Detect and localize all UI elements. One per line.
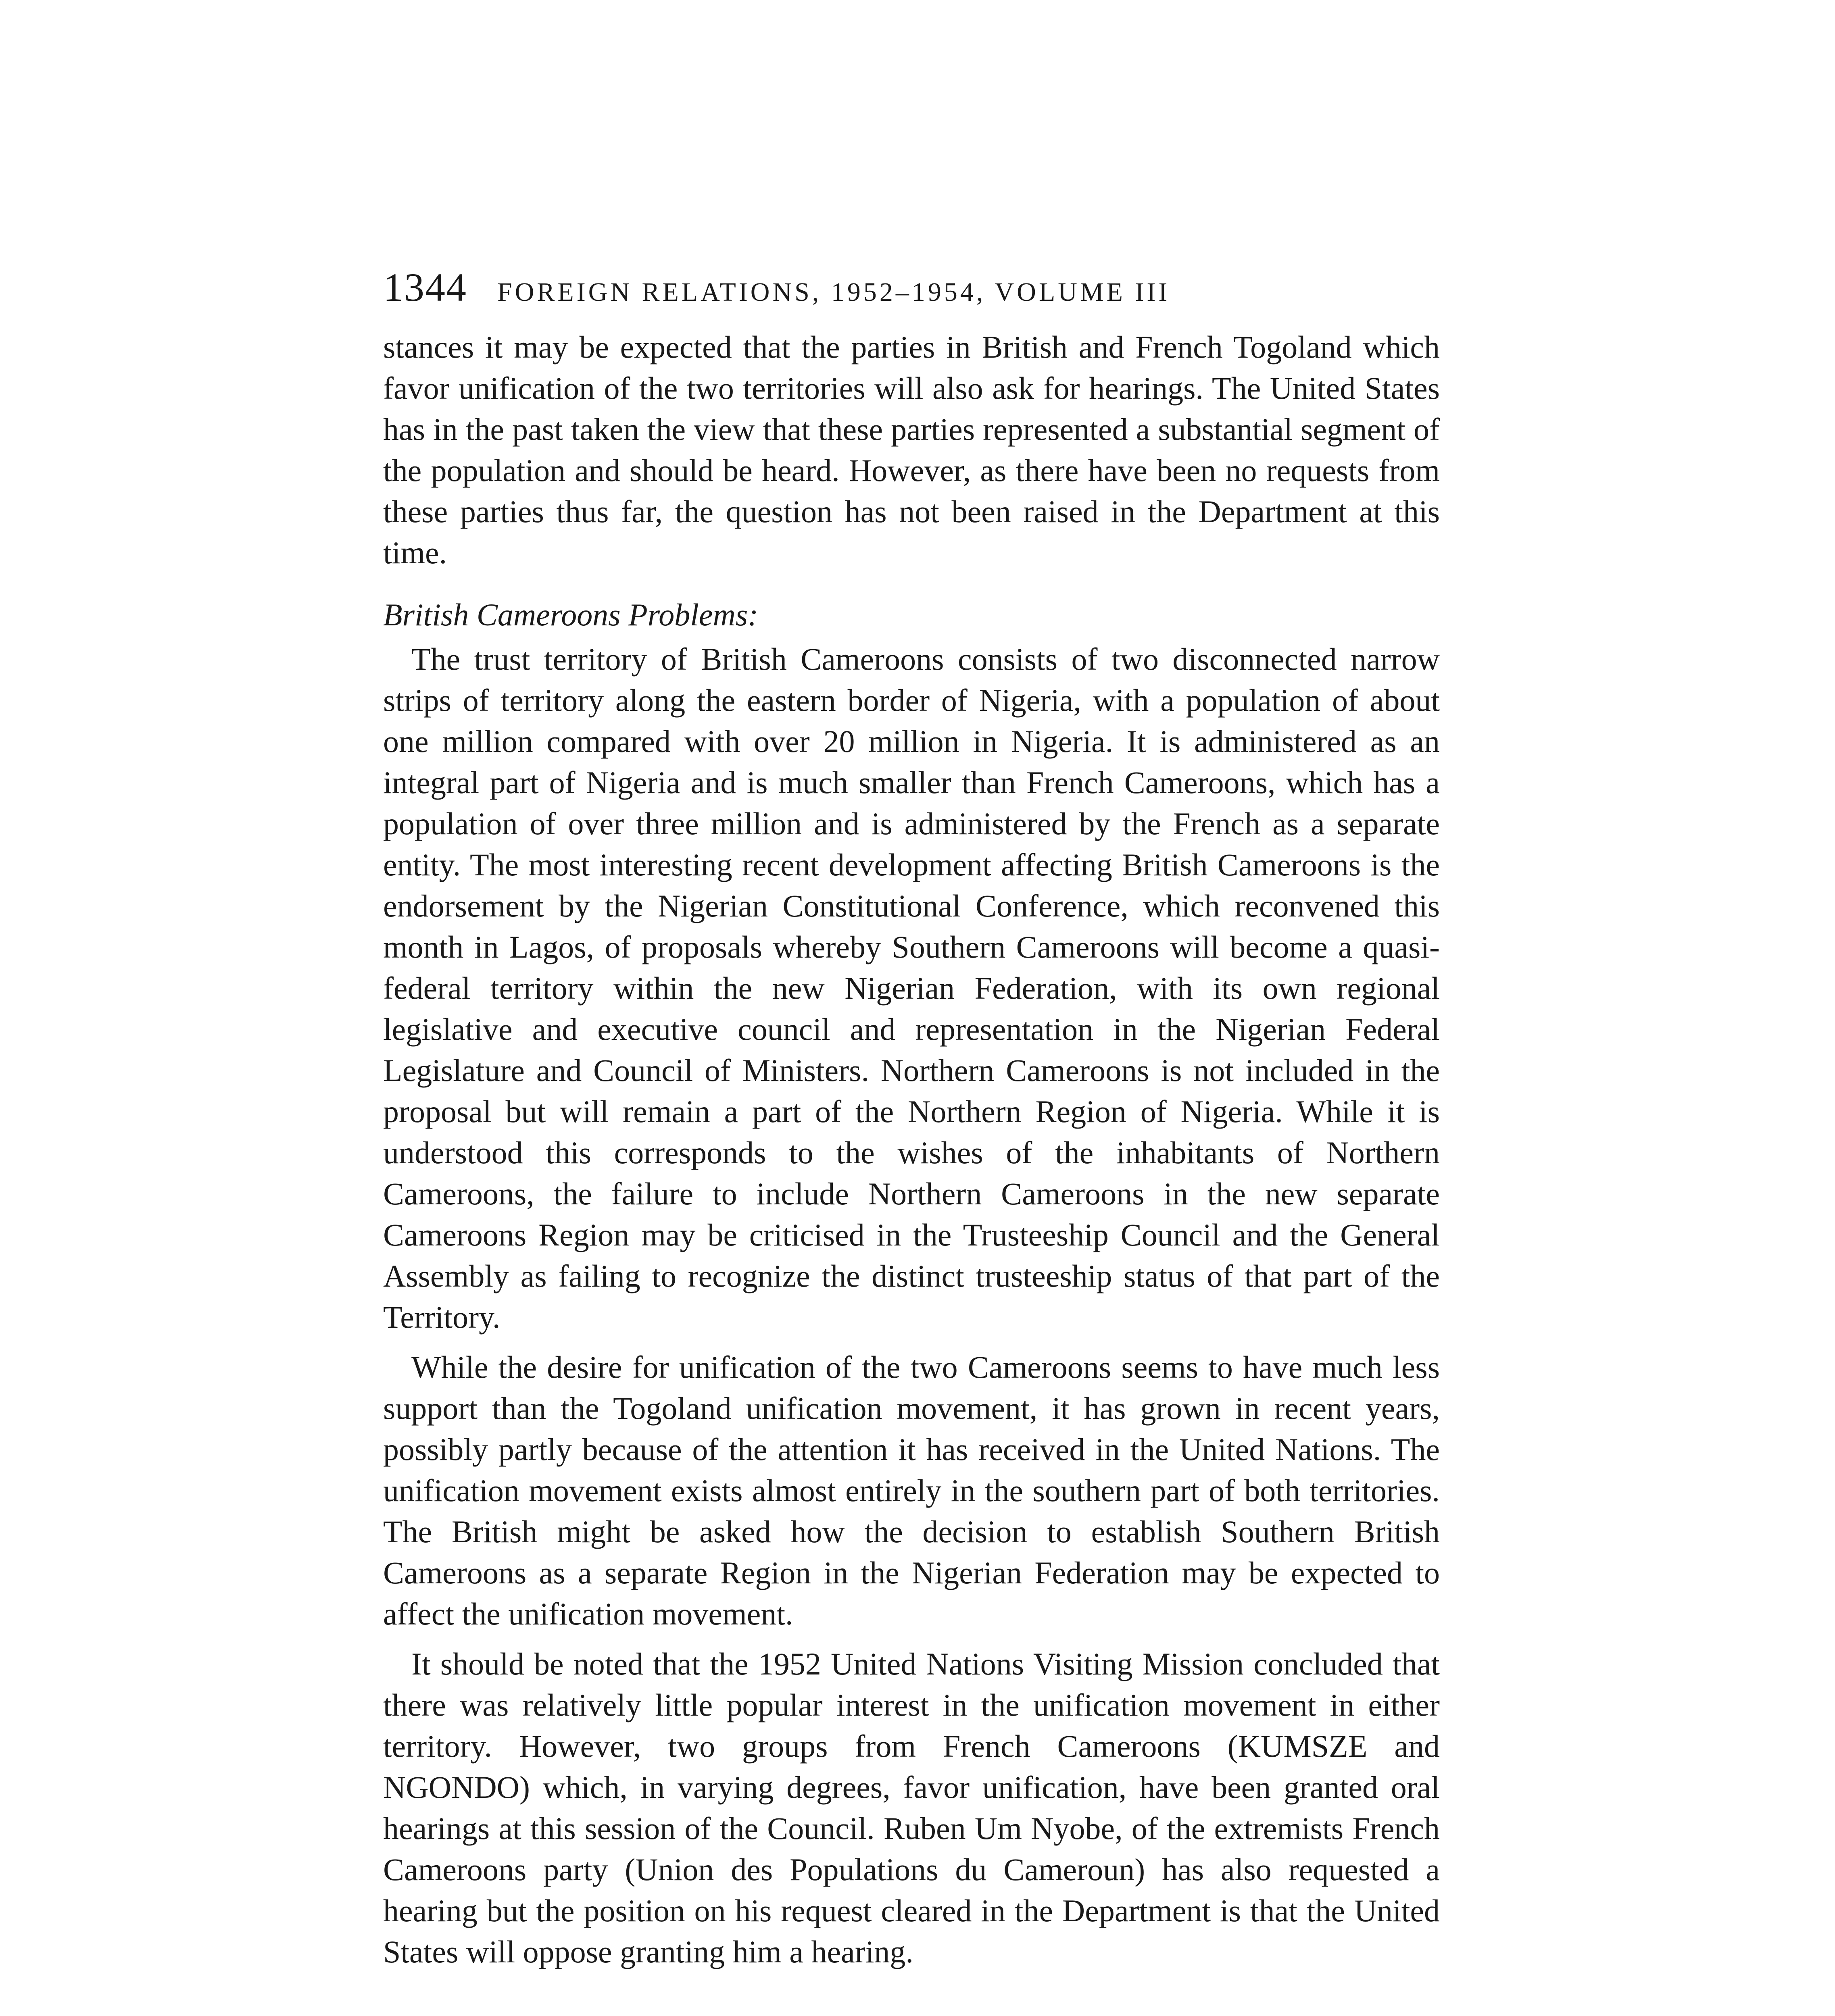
running-title: FOREIGN RELATIONS, 1952–1954, VOLUME III [497,277,1170,307]
paragraph-visiting-mission: It should be noted that the 1952 United Nations Visiting Mission concluded that there was relatively little popular interest in the unification movement in either territory. However, two groups from French Cameroons (KUMSZE and NGONDO) which, in varying degrees, favor unification, have been granted oral hearings at this session of the Council. Ruben Um Nyobe, of the extremists French Cameroons party (Union des Populations du Cameroun) has also requested a hearing but the position on his request cleared in the Department is that the United States will oppose granting him a hearing. [383,1646,1440,1969]
body-text [383,327,1440,1972]
paragraph-unification-desire: While the desire for unification of the two Cameroons seems to have much less support than the Togoland unification movement, it has grown in recent years, possibly partly because of the attention it has received in the United Nations. The unification movement exists almost entirely in the southern part of both territories. The British might be asked how the decision to establish Southern British Cameroons as a separate Region in the Nigerian Federation may be expected to affect the unification movement. [383,1350,1440,1631]
running-head [383,264,1472,312]
page-number: 1344 [383,265,467,310]
paragraph-british-cameroons: The trust territory of British Cameroons consists of two disconnected narrow strips of territory along the eastern border of Nigeria, with a population of about one million compared with over 20 million in Nigeria. It is administered as an integral part of Nigeria and is much smaller than French Cameroons, which has a population of over three million and is administered by the French as a separate entity. The most interesting recent development affecting British Cameroons is the endorsement by the Nigerian Constitutional Conference, which reconvened this month in Lagos, of proposals whereby Southern Cameroons will become a quasi-federal territory within the new Nigerian Federation, with its own regional legislative and executive council and representation in the Nigerian Federal Legislature and Council of Ministers. Northern Cameroons is not included in the proposal but will remain a part of the Northern Region of Nigeria. While it is understood this corresponds to the wishes of the inhabitants of Northern Cameroons, the failure to include Northern Cameroons in the new separate Cameroons Region may be criticised in the Trusteeship Council and the General Assembly as failing to recognize the distinct trusteeship status of that part of the Territory. [383,641,1440,1335]
paragraph-continuation: stances it may be expected that the parties in British and French Togoland which favor unification of the two territories will also ask for hearings. The United States has in the past taken the view that these parties represented a substantial segment of the population and should be heard. However, as there have been no requests from these parties thus far, the question has not been raised in the Department at this time. [383,329,1440,570]
section-heading: British Cameroons Problems: [383,597,759,632]
